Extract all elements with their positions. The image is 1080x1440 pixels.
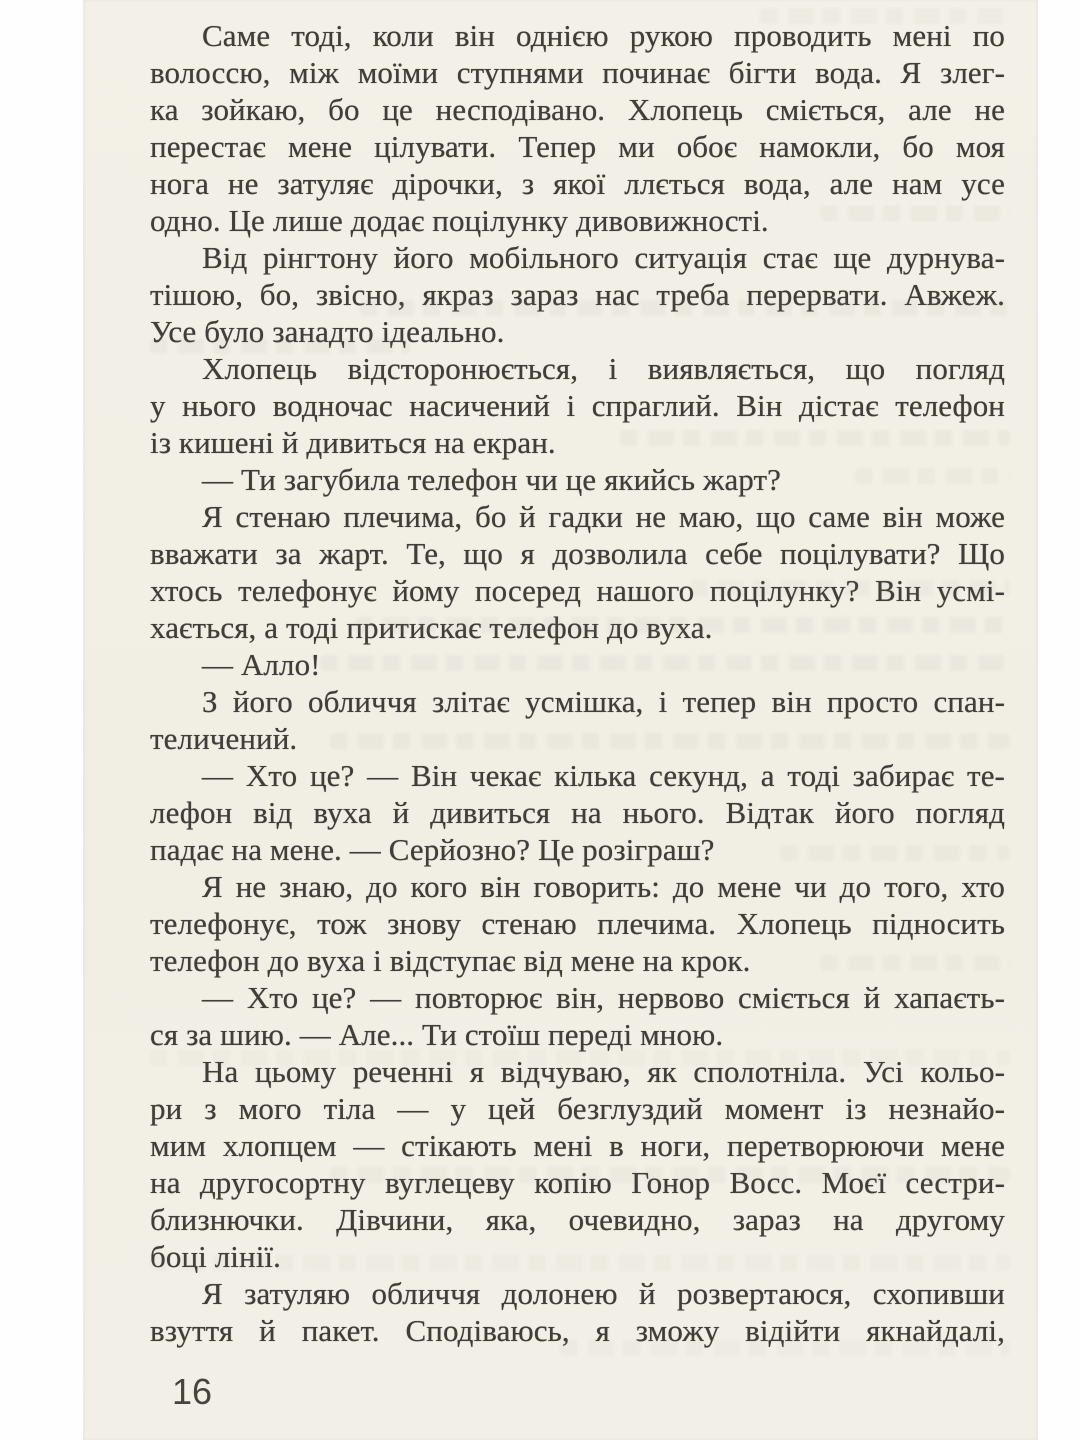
text-line: вважати за жарт. Те, що я дозволила себе поцілувати? Що xyxy=(150,536,1005,571)
text-block xyxy=(150,17,1005,1349)
text-line: ся за шию. — Але... Ти стоїш переді мною. xyxy=(150,1017,724,1052)
text-line: На цьому реченні я відчуваю, як сполотніла. Усі кольо- xyxy=(202,1054,1005,1089)
text-line: Усе було занадто ідеально. xyxy=(150,314,505,349)
text-line: лефон від вуха й дивиться на нього. Відтак його погляд xyxy=(150,795,1005,830)
text-line: телефон до вуха і відступає від мене на крок. xyxy=(150,943,751,978)
text-line: нога не затуляє дірочки, з якої ллється вода, але нам усе xyxy=(150,166,1005,201)
text-line: Я стенаю плечима, бо й гадки не маю, що саме він може xyxy=(202,499,1005,534)
text-line: ка зойкаю, бо це несподівано. Хлопець сміється, але не xyxy=(150,92,1005,127)
paragraph xyxy=(150,1275,1005,1349)
paragraph xyxy=(150,979,1005,1053)
text-line: — Ти загубила телефон чи це якийсь жарт? xyxy=(202,462,781,497)
paragraph xyxy=(150,646,1005,683)
text-line: боці лінії. xyxy=(150,1239,281,1274)
text-line: Я не знаю, до кого він говорить: до мене чи до того, хто xyxy=(202,869,1005,904)
paragraph xyxy=(150,17,1005,239)
paragraph xyxy=(150,868,1005,979)
paragraph xyxy=(150,1053,1005,1275)
paragraph xyxy=(150,350,1005,461)
text-line: З його обличчя злітає усмішка, і тепер він просто спан- xyxy=(202,684,1005,719)
text-line: із кишені й дивиться на екран. xyxy=(150,425,556,460)
paragraph xyxy=(150,239,1005,350)
text-line: Я затуляю обличчя долонею й розвертаюся, схопивши xyxy=(202,1276,1005,1311)
text-line: одно. Це лише додає поцілунку дивовижності. xyxy=(150,203,769,238)
text-line: перестає мене цілувати. Тепер ми обоє намокли, бо моя xyxy=(150,129,1005,164)
page-number: 16 xyxy=(172,1371,213,1412)
paragraph xyxy=(150,683,1005,757)
paragraph xyxy=(150,757,1005,868)
text-line: близнючки. Дівчини, яка, очевидно, зараз на другому xyxy=(150,1202,1005,1237)
text-line: телефонує, тож знову стенаю плечима. Хлопець підносить xyxy=(150,906,1005,941)
paragraph xyxy=(150,461,1005,498)
text-line: ри з мого тіла — у цей безглуздий момент із незнайо- xyxy=(150,1091,1005,1126)
text-line: на другосортну вуглецеву копію Гонор Восс. Моєї сестри- xyxy=(150,1165,1005,1200)
text-line: — Хто це? — повторює він, нервово сміється й хапаєть- xyxy=(202,980,1005,1015)
text-line: хається, а тоді притискає телефон до вуха. xyxy=(150,610,713,645)
text-line: теличений. xyxy=(150,721,298,756)
text-line: Від рінгтону його мобільного ситуація стає ще дурнува- xyxy=(202,240,1005,275)
text-line: волоссю, між моїми ступнями починає бігти вода. Я злег- xyxy=(150,55,1005,90)
text-line: Хлопець відсторонюється, і виявляється, що погляд xyxy=(202,351,1005,386)
page-surface xyxy=(83,0,1038,1440)
text-line: — Алло! xyxy=(202,647,321,682)
text-line: у нього водночас насичений і спраглий. Він дістає телефон xyxy=(150,388,1005,423)
paragraph xyxy=(150,498,1005,646)
text-line: — Хто це? — Він чекає кілька секунд, а тоді забирає те- xyxy=(202,758,1005,793)
text-line: взуття й пакет. Сподіваюсь, я зможу відійти якнайдалі, xyxy=(150,1313,1005,1348)
text-line: мим хлопцем — стікають мені в ноги, перетворюючи мене xyxy=(150,1128,1005,1163)
text-line: хтось телефонує йому посеред нашого поцілунку? Він усмі- xyxy=(150,573,1005,608)
text-line: тішою, бо, звісно, якраз зараз нас треба перервати. Авжеж. xyxy=(150,277,1005,312)
text-line: Саме тоді, коли він однією рукою проводить мені по xyxy=(202,18,1005,53)
text-line: падає на мене. — Серйозно? Це розіграш? xyxy=(150,832,715,867)
